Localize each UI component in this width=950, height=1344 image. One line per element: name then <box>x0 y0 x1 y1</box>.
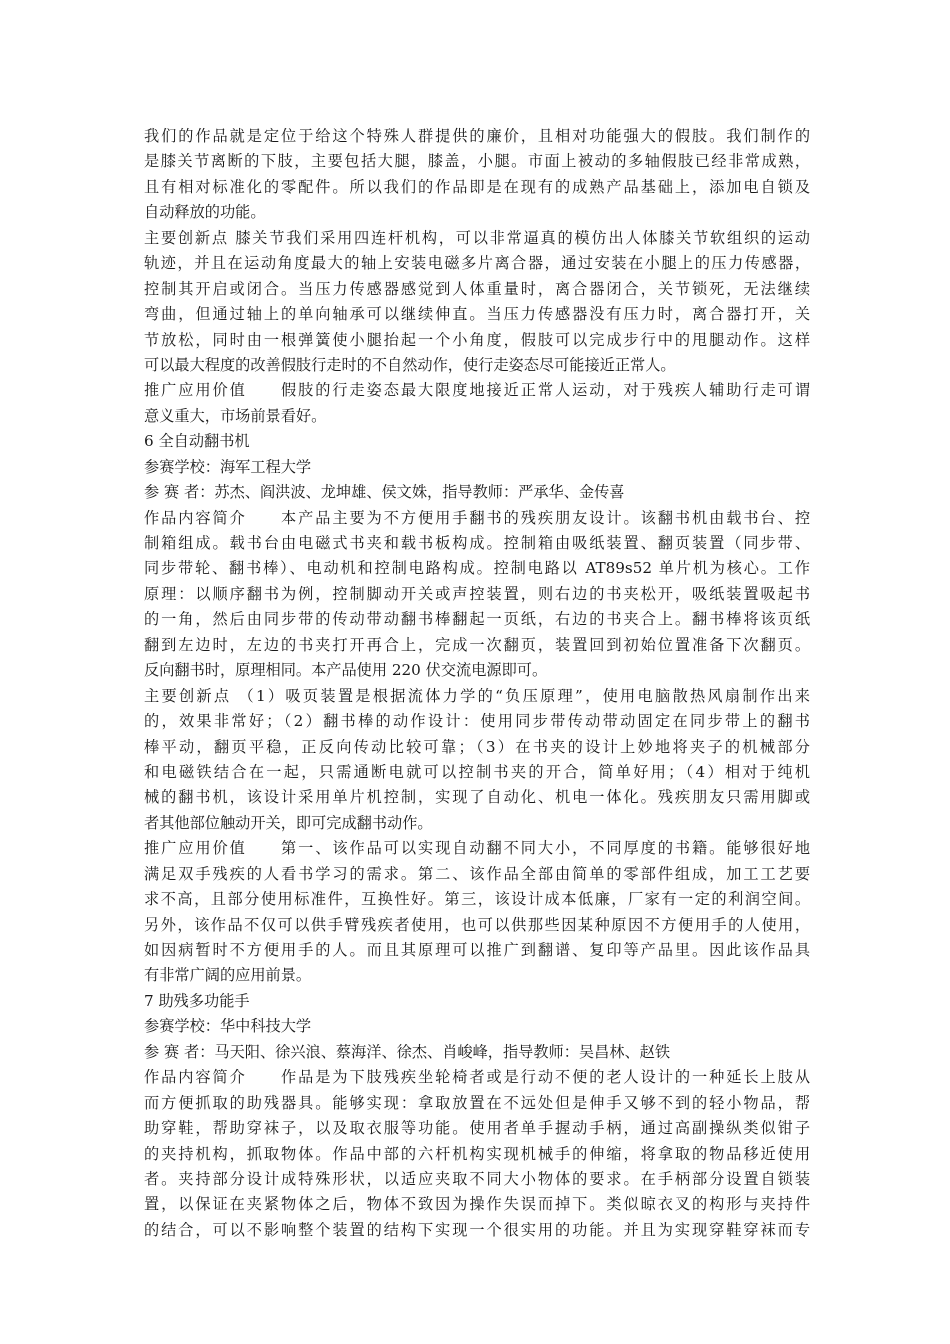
text-line: 推广应用价值 第一、该作品可以实现自动翻不同大小，不同厚度的书籍。能够很好地 <box>144 839 810 858</box>
text-line: 的，效果非常好；（2）翻书棒的动作设计：使用同步带传动带动固定在同步带上的翻书 <box>144 712 810 731</box>
text-line: 同步带轮、翻书棒）、电动机和控制电路构成。控制电路以 AT89s52 单片机为核心。工作 <box>144 559 810 578</box>
text-line: 作品内容简介 作品是为下肢残疾坐轮椅者或是行动不便的老人设计的一种延长上肢从 <box>144 1068 810 1087</box>
text-line: 如因病暂时不方便用手的人。而且其原理可以推广到翻谱、复印等产品里。因此该作品具 <box>144 941 810 959</box>
text-line: 轨迹，并且在运动角度最大的轴上安装电磁多片离合器，通过安装在小腿上的压力传感器， <box>144 254 810 273</box>
text-line: 满足双手残疾的人看书学习的需求。第二、该作品全部由简单的零部件组成，加工工艺要 <box>144 864 810 883</box>
text-line: 参 赛 者：马天阳、徐兴浪、蔡海洋、徐杰、肖峻峰，指导教师：吴昌林、赵铁 <box>144 1042 671 1061</box>
text-line: 助穿鞋，帮助穿袜子，以及取衣服等功能。使用者单手握动手柄，通过高副操纵类似钳子 <box>144 1119 810 1138</box>
text-line: 作品内容简介 本产品主要为不方便用手翻书的残疾朋友设计。该翻书机由载书台、控 <box>144 508 810 527</box>
text-line: 参 赛 者：苏杰、阎洪波、龙坤雄、侯文姝，指导教师：严承华、金传喜 <box>144 483 625 502</box>
text-line: 置，以保证在夹紧物体之后，物体不致因为操作失误而掉下。类似晾衣叉的构形与夹持件 <box>144 1195 810 1214</box>
text-line: 控制其开启或闭合。当压力传感器感觉到人体重量时，离合器闭合，关节锁死，无法继续 <box>144 279 810 298</box>
text-line: 且有相对标准化的零配件。所以我们的作品即是在现有的成熟产品基础上，添加电自锁及 <box>144 177 810 196</box>
text-line: 推广应用价值 假肢的行走姿态最大限度地接近正常人运动，对于残疾人辅助行走可谓 <box>144 381 810 400</box>
text-line: 我们的作品就是定位于给这个特殊人群提供的廉价，且相对功能强大的假肢。我们制作的 <box>144 127 810 145</box>
text-line: 是膝关节离断的下肢，主要包括大腿，膝盖，小腿。市面上被动的多轴假肢已经非常成熟， <box>144 152 810 171</box>
text-line: 弯曲，但通过轴上的单向轴承可以继续伸直。当压力传感器没有压力时，离合器打开，关 <box>144 305 810 324</box>
text-line: 械的翻书机，该设计采用单片机控制，实现了自动化、机电一体化。残疾朋友只需用脚或 <box>144 788 810 807</box>
text-line: 节放松，同时由一根弹簧使小腿抬起一个小角度，假肢可以完成步行中的甩腿动作。这样 <box>144 330 810 349</box>
text-line: 反向翻书时，原理相同。本产品使用 220 伏交流电源即可。 <box>144 661 548 680</box>
document-body <box>144 124 810 1243</box>
text-line: 另外，该作品不仅可以供手臂残疾者使用，也可以供那些因某种原因不方便用手的人使用， <box>144 915 810 934</box>
text-line: 的一角，然后由同步带的传动带动翻书棒翻起一页纸，右边的书夹合上。翻书棒将该页纸 <box>144 610 810 629</box>
text-line: 意义重大，市场前景看好。 <box>144 406 327 425</box>
text-line: 原理：以顺序翻书为例，控制脚动开关或声控装置，则右边的书夹松开，吸纸装置吸起书 <box>144 584 810 603</box>
text-line: 自动释放的功能。 <box>144 203 266 222</box>
text-line: 参赛学校：华中科技大学 <box>144 1017 312 1036</box>
text-line: 者。夹持部分设计成特殊形状，以适应夹取不同大小物体的要求。在手柄部分设置自锁装 <box>144 1169 810 1188</box>
text-line: 的夹持机构，抓取物体。作品中部的六杆机构实现机械手的伸缩，将拿取的物品移近使用 <box>144 1144 810 1163</box>
text-line: 翻到左边时，左边的书夹打开再合上，完成一次翻页，装置回到初始位置准备下次翻页。 <box>144 635 810 654</box>
text-line: 者其他部位触动开关，即可完成翻书动作。 <box>144 813 433 832</box>
text-line: 6 全自动翻书机 <box>144 432 250 451</box>
text-line: 参赛学校：海军工程大学 <box>144 457 312 476</box>
text-line: 有非常广阔的应用前景。 <box>144 966 312 985</box>
text-line: 制箱组成。载书台由电磁式书夹和载书板构成。控制箱由吸纸装置、翻页装置（同步带、 <box>144 534 810 552</box>
text-line: 和电磁铁结合在一起，只需通断电就可以控制书夹的开合，简单好用；（4）相对于纯机 <box>144 762 810 781</box>
text-line: 主要创新点 膝关节我们采用四连杆机构，可以非常逼真的模仿出人体膝关节软组织的运动 <box>144 228 810 247</box>
text-line: 可以最大程度的改善假肢行走时的不自然动作，使行走姿态尽可能接近正常人。 <box>144 355 676 374</box>
text-line: 7 助残多功能手 <box>144 991 250 1010</box>
text-line: 求不高，且部分使用标准件，互换性好。第三，该设计成本低廉，厂家有一定的利润空间。 <box>144 890 810 909</box>
text-line: 主要创新点 （1）吸页装置是根据流体力学的“负压原理”，使用电脑散热风扇制作出来 <box>144 686 810 705</box>
text-line: 而方便抓取的助残器具。能够实现：拿取放置在不远处但是伸手又够不到的轻小物品，帮 <box>144 1093 810 1112</box>
text-line: 棒平动，翻页平稳，正反向传动比较可靠；（3）在书夹的设计上妙地将夹子的机械部分 <box>144 737 810 756</box>
text-line: 的结合，可以不影响整个装置的结构下实现一个很实用的功能。并且为实现穿鞋穿袜而专 <box>144 1220 810 1239</box>
